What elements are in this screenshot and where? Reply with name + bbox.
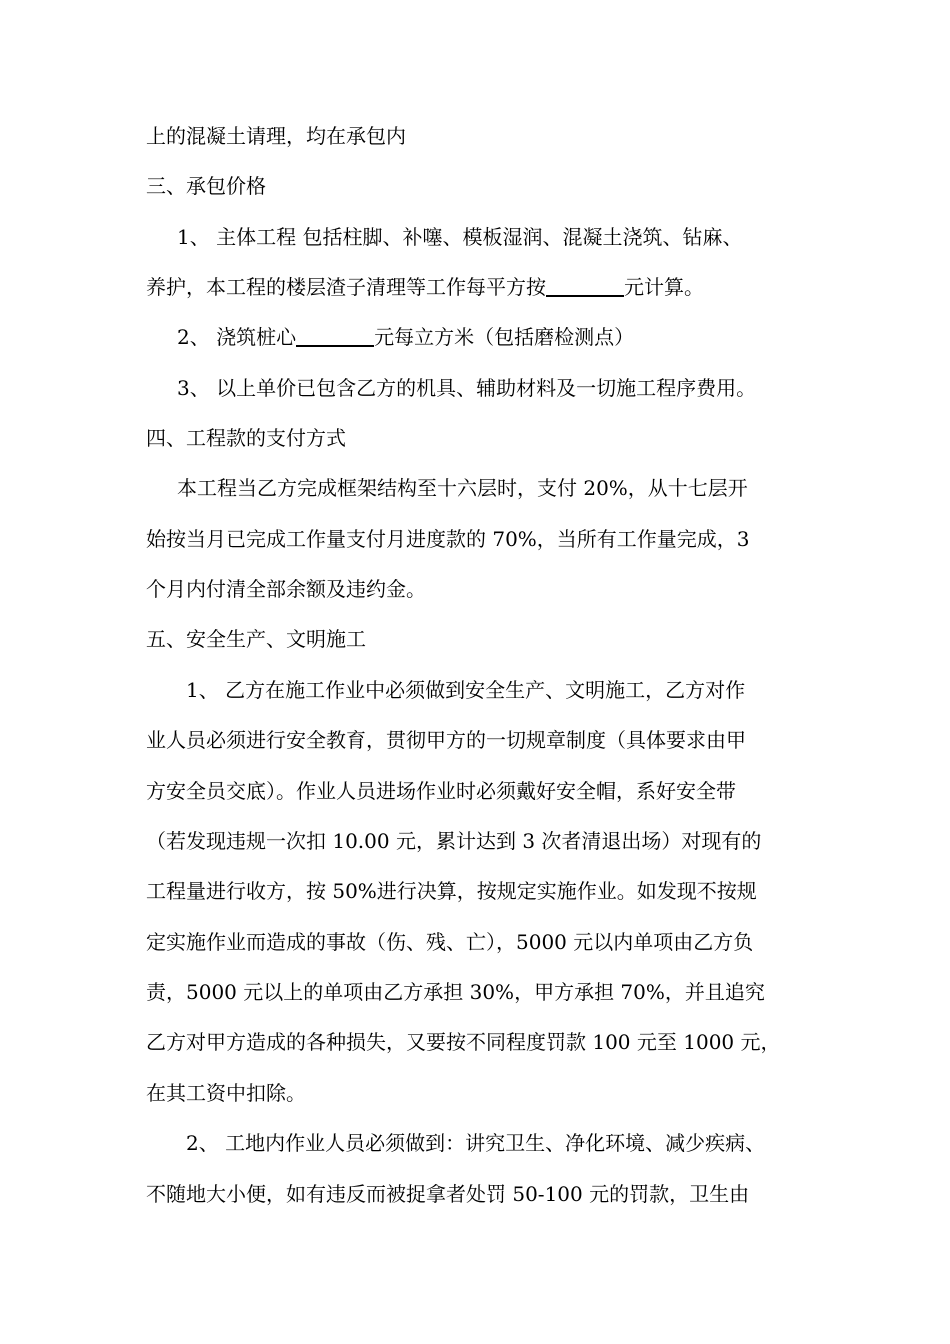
text-segment: 元每立方米（包括磨检测点） — [374, 325, 635, 349]
section-heading-safety: 五、安全生产、文明施工 — [146, 627, 366, 651]
text-line: 个月内付清全部余额及违约金。 — [146, 577, 426, 601]
text-segment: 2、 浇筑桩心 — [177, 325, 297, 349]
text-line: 在其工资中扣除。 — [146, 1081, 306, 1105]
text-line: 上的混凝土请理，均在承包内 — [146, 124, 406, 148]
text-line: 工程量进行收方，按 50%进行决算，按规定实施作业。如发现不按规 — [146, 879, 757, 903]
text-line — [146, 275, 704, 299]
text-segment: 养护，本工程的楼层渣子清理等工作每平方按 — [146, 275, 546, 299]
section-heading-payment-method: 四、工程款的支付方式 — [146, 426, 346, 450]
section-heading-contract-price: 三、承包价格 — [146, 174, 266, 198]
fill-in-blank[interactable] — [546, 277, 624, 297]
text-line: （若发现违规一次扣 10.00 元，累计达到 3 次者清退出场）对现有的 — [146, 829, 762, 853]
text-line — [177, 325, 634, 349]
text-line: 3、 以上单价已包含乙方的机具、辅助材料及一切施工程序费用。 — [177, 376, 757, 400]
text-line: 不随地大小便，如有违反而被捉拿者处罚 50-100 元的罚款，卫生由 — [146, 1182, 750, 1206]
text-line: 1、 乙方在施工作业中必须做到安全生产、文明施工，乙方对作 — [186, 678, 746, 702]
text-line: 乙方对甲方造成的各种损失，又要按不同程度罚款 100 元至 1000 元， — [146, 1030, 781, 1054]
text-line: 始按当月已完成工作量支付月进度款的 70%，当所有工作量完成，3 — [146, 527, 750, 551]
text-segment: 元计算。 — [624, 275, 704, 299]
text-line: 1、 主体工程 包括柱脚、补噻、模板湿润、混凝土浇筑、钻麻、 — [177, 225, 743, 249]
fill-in-blank[interactable] — [296, 327, 374, 347]
text-line: 本工程当乙方完成框架结构至十六层时，支付 20%，从十七层开 — [177, 476, 748, 500]
text-line: 责，5000 元以上的单项由乙方承担 30%，甲方承担 70%，并且追究 — [146, 980, 765, 1004]
text-line: 方安全员交底）。作业人员进场作业时必须戴好安全帽，系好安全带 — [146, 779, 736, 803]
text-line: 业人员必须进行安全教育，贯彻甲方的一切规章制度（具体要求由甲 — [146, 728, 746, 752]
text-line: 定实施作业而造成的事故（伤、残、亡），5000 元以内单项由乙方负 — [146, 930, 754, 954]
text-line: 2、 工地内作业人员必须做到：讲究卫生、净化环境、减少疾病、 — [186, 1131, 766, 1155]
